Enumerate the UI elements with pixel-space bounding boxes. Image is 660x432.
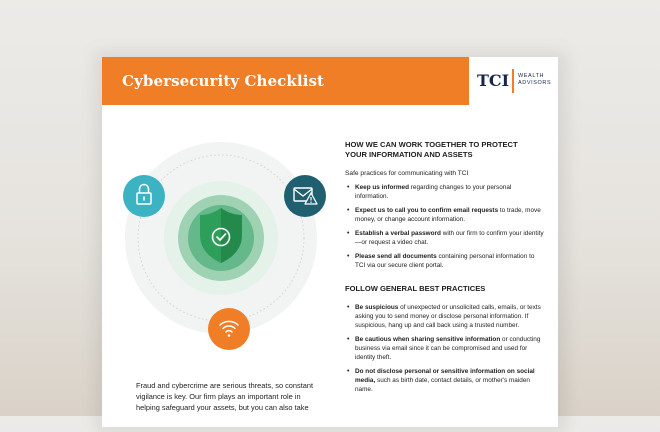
logo-sub-line: WEALTH — [518, 73, 545, 79]
lock-icon — [123, 175, 165, 217]
heading-line: YOUR INFORMATION AND ASSETS — [345, 150, 473, 159]
list-item — [345, 206, 545, 224]
list-item — [345, 229, 545, 247]
list-item — [345, 303, 545, 330]
item-text: containing personal information to TCI via our secure client portal. — [355, 253, 535, 269]
tci-logo — [469, 57, 558, 105]
best-practices-list — [345, 303, 545, 394]
checklist-content — [345, 140, 545, 399]
list-item — [345, 252, 545, 270]
item-emphasis: Keep us informed — [355, 184, 409, 191]
checklist-page — [102, 57, 558, 427]
item-text: such as birth date, contact details, or mother's maiden name. — [355, 377, 530, 393]
item-emphasis: Do not disclose personal or sensitive information on social media, — [355, 368, 535, 384]
logo-divider — [512, 69, 514, 93]
mail-warning-icon — [284, 175, 326, 217]
list-item — [345, 335, 545, 362]
item-emphasis: Be cautious when sharing sensitive information — [355, 336, 501, 343]
page-title: Cybersecurity Checklist — [122, 72, 325, 90]
list-item — [345, 183, 545, 201]
security-illustration — [108, 135, 328, 375]
item-emphasis: Be suspicious — [355, 304, 399, 311]
list-item — [345, 367, 545, 394]
item-text: or conducting business via email since it can be compromised and used for identity theft. — [355, 336, 541, 361]
logo-subtitle — [518, 73, 556, 87]
item-text: regarding changes to your personal information. — [355, 184, 512, 200]
item-emphasis: Expect us to call you to confirm email requests — [355, 207, 499, 214]
item-text: to trade, move money, or change account information. — [355, 207, 541, 223]
logo-sub-line: ADVISORS — [518, 80, 552, 86]
item-emphasis: Establish a verbal password — [355, 230, 441, 237]
section-heading-best-practices: FOLLOW GENERAL BEST PRACTICES — [345, 284, 486, 293]
item-text: with our firm to confirm your identity—or request a video chat. — [355, 230, 544, 246]
section-heading-protect — [345, 140, 545, 160]
communication-practices-list — [345, 183, 545, 270]
logo-mark: TCI — [477, 71, 510, 90]
item-text: of unexpected or unsolicited calls, emails, or texts asking you to send money or disclose personal information. If suspicious, hang up and call back using a trusted number. — [355, 304, 541, 329]
intro-paragraph: Fraud and cybercrime are serious threats, so constant vigilance is key. Our firm plays an important role in helping safeguard your assets, but you can also take — [136, 381, 314, 412]
page-header — [102, 57, 558, 105]
section-lead: Safe practices for communicating with TCI — [345, 170, 469, 177]
wifi-icon — [208, 308, 250, 350]
heading-line: HOW WE CAN WORK TOGETHER TO PROTECT — [345, 140, 518, 149]
item-emphasis: Please send all documents — [355, 253, 437, 260]
